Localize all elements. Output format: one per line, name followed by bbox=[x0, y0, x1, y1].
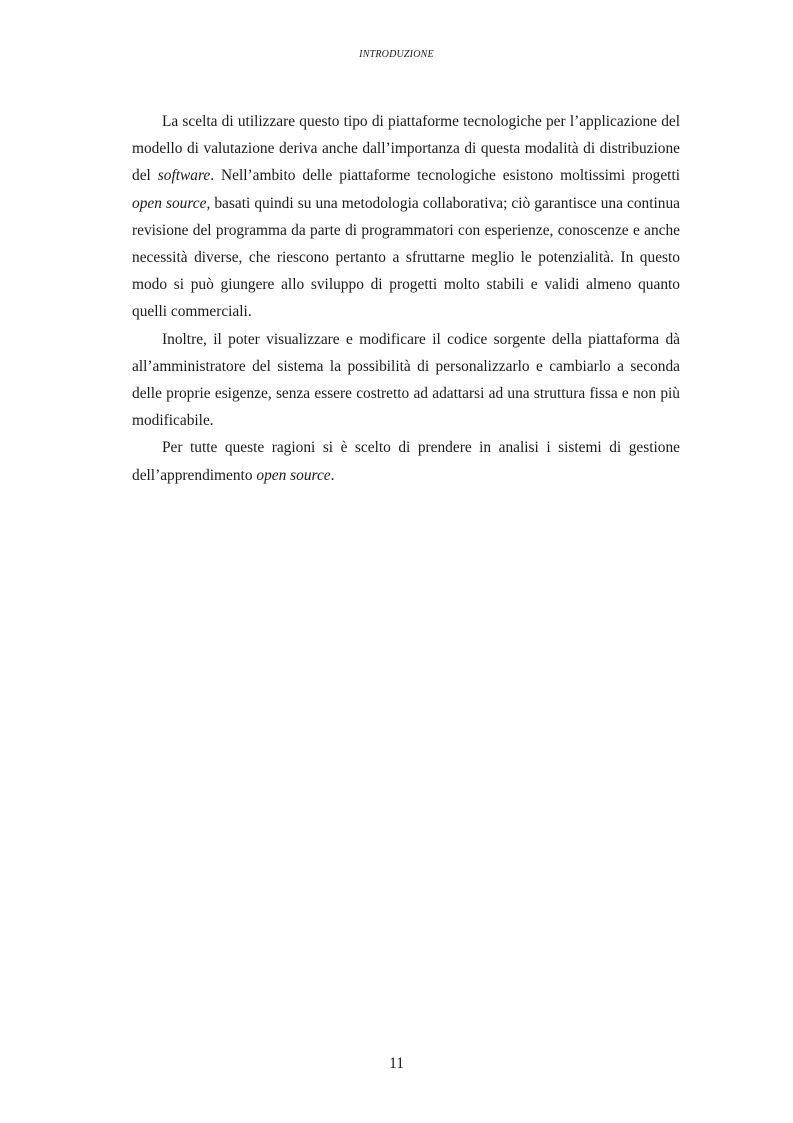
paragraph-1-text-b: . Nell’ambito delle piattaforme tecnologiche esistono moltissimi progetti bbox=[210, 167, 681, 185]
paragraph-2: Inoltre, il poter visualizzare e modificare il codice sorgente della piattaforma dà all’amministratore del sistema la possibilità di personalizzarlo e cambiarlo a seconda delle proprie esigenze, senza essere costretto ad adattarsi ad una struttura fissa e non più modificabile. bbox=[132, 330, 680, 430]
page-number: 11 bbox=[389, 1055, 404, 1072]
paragraph-1-text-a: La scelta di utilizzare questo tipo di piattaforme tecnologiche per l’applicazione del modello di valutazione deriva anche dall’importanza di questa modalità di distribuzione del bbox=[132, 113, 680, 185]
running-header: INTRODUZIONE bbox=[359, 49, 434, 60]
paragraph-1-italic-software: software bbox=[157, 167, 211, 185]
paragraph-1-text-c: , basati quindi su una metodologia collaborativa; ciò garantisce una continua revisione del programma da parte di programmatori con esperienze, conoscenze e anche necessità diverse, che riescono pertanto a sfruttarne meglio le potenzialità. In questo modo si può giungere allo sviluppo di progetti molto stabili e validi almeno quanto quelli commerciali. bbox=[132, 194, 680, 321]
paragraph-3-text-a: Per tutte queste ragioni si è scelto di prendere in analisi i sistemi di gestione dell’apprendimento bbox=[132, 439, 680, 484]
paragraph-1 bbox=[132, 108, 680, 326]
body-text bbox=[132, 108, 680, 489]
paragraph-3-text-b: . bbox=[330, 466, 335, 484]
paragraph-3 bbox=[132, 434, 680, 488]
paragraph-1-italic-open-source: open source bbox=[132, 194, 207, 212]
paragraph-3-italic-open-source: open source bbox=[256, 466, 331, 484]
